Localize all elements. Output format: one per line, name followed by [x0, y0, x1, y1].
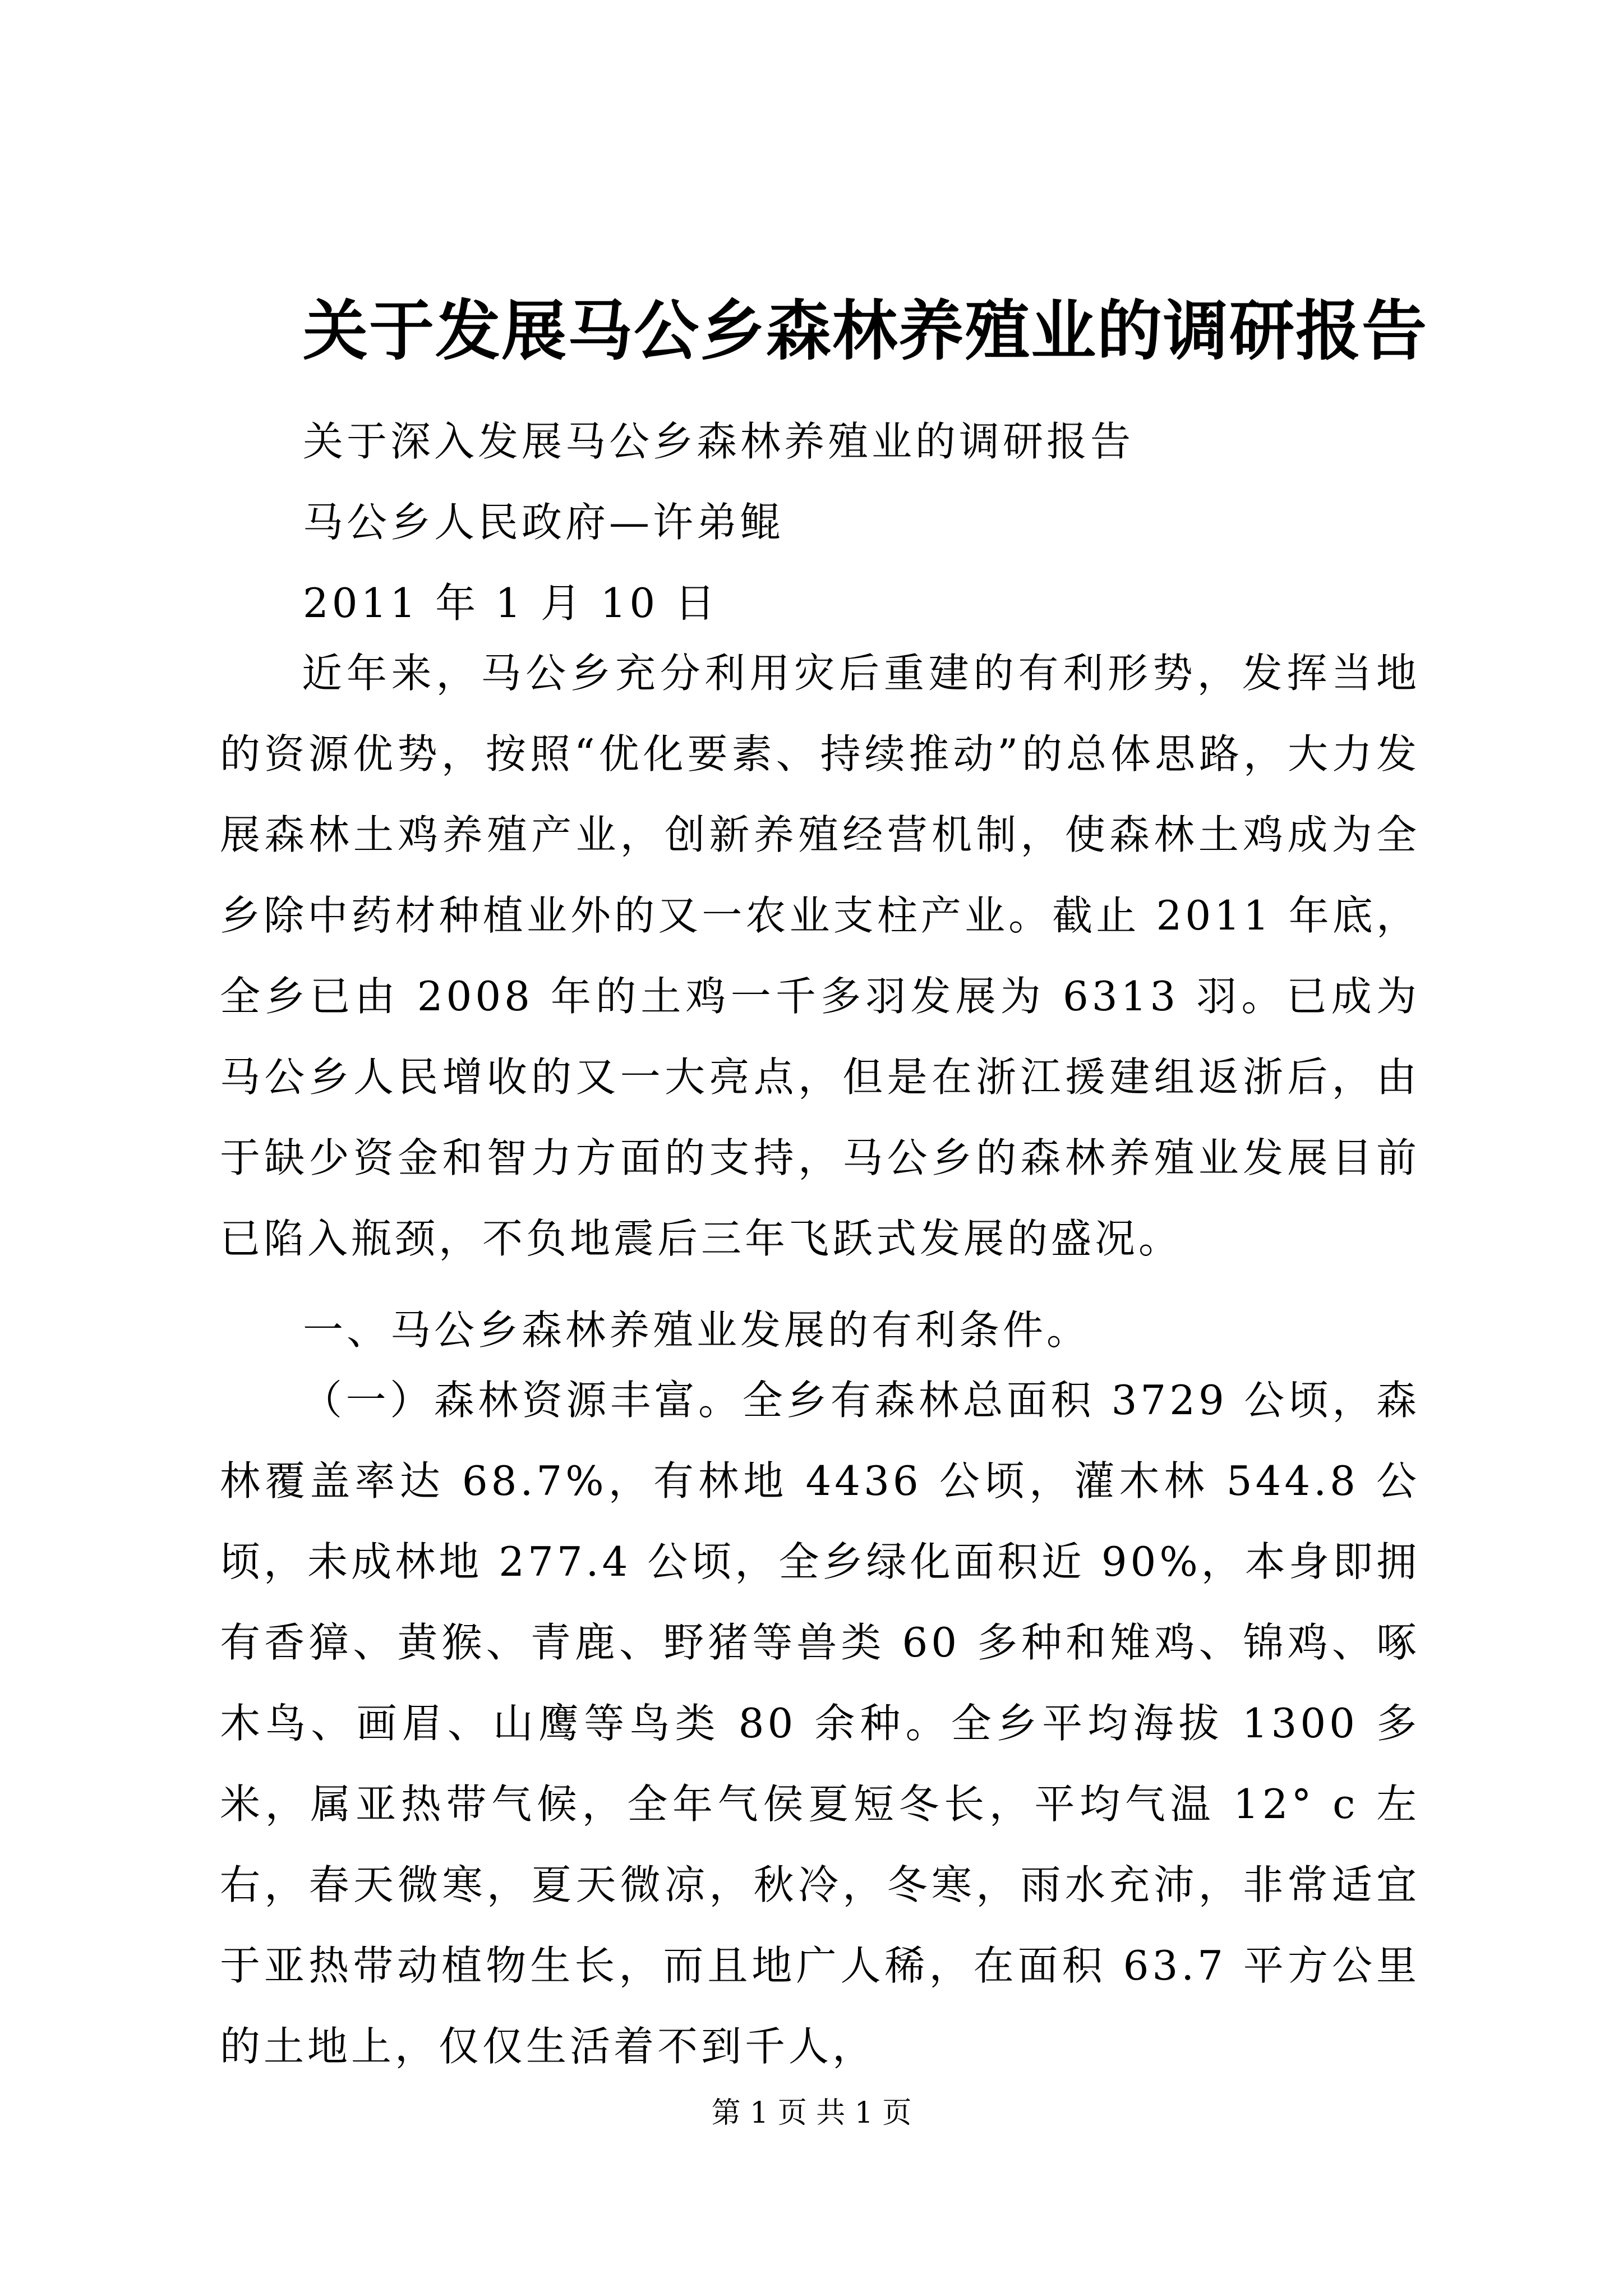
section-heading: 一、马公乡森林养殖业发展的有利条件。: [303, 1306, 1091, 1354]
intro-paragraph: 近年来，马公乡充分利用灾后重建的有利形势，发挥当地的资源优势，按照“优化要素、持续推动”的总体思路，大力发展森林土鸡养殖产业，创新养殖经营机制，使森林土鸡成为全乡除中药材种植业外的又一农业支柱产业。截止 2011 年底，全乡已由 2008 年的土鸡一千多羽发展为 6313 羽。已成为马公乡人民增收的又一大亮点，但是在浙江援建组返浙后，由于缺少资金和智力方面的支持，马公乡的森林养殖业发展目前已陷入瓶颈，不负地震后三年飞跃式发展的盛况。: [220, 650, 1420, 1262]
date-line: 2011 年 1 月 10 日: [303, 579, 719, 627]
body-paragraph: （一）森林资源丰富。全乡有森林总面积 3729 公顷，森林覆盖率达 68.7%，有林地 4436 公顷，灌木林 544.8 公顷，未成林地 277.4 公顷，全乡绿化面积近 90%，本身即拥有香獐、黄猴、青鹿、野猪等兽类 60 多种和雉鸡、锦鸡、啄木鸟、画眉、山鹰等鸟类 80 余种。全乡平均海拔 1300 多米，属亚热带气候，全年气侯夏短冬长，平均气温 12° c 左右，春天微寒，夏天微凉，秋冷，冬寒，雨水充沛，非常适宜于亚热带动植物生长，而且地广人稀，在面积 63.7 平方公里的土地上，仅仅生活着不到千人，: [220, 1377, 1420, 2070]
author-line: 马公乡人民政府—许弟鲲: [303, 499, 785, 546]
document-subtitle: 关于深入发展马公乡森林养殖业的调研报告: [303, 418, 1135, 465]
page-footer: 第 1 页 共 1 页: [711, 2096, 912, 2130]
document-title: 关于发展马公乡森林养殖业的调研报告: [303, 293, 1428, 369]
